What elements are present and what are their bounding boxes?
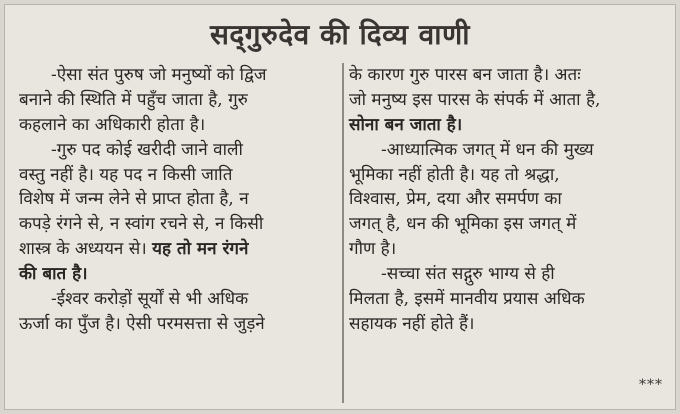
paragraph-line: -सच्चा संत सद्गुरु भाग्य से ही [381, 264, 555, 285]
paragraph-line: कपड़े रंगने से, न स्वांग रचने से, न किसी [19, 214, 264, 235]
page-clipping [4, 4, 676, 410]
paragraph-line: मिलता है, इसमें मानवीय प्रयास अधिक [349, 289, 585, 310]
end-ornament: *** [639, 377, 663, 393]
paragraph-line: -गुरु पद कोई खरीदी जाने वाली [51, 139, 243, 160]
paragraph-line: जो मनुष्य इस पारस के संपर्क में आता है, [349, 89, 601, 110]
paragraph-line: बनाने की स्थिति में पहुँच जाता है, गुरु [19, 89, 248, 110]
page-title: सद्‌गुरुदेव की दिव्य वाणी [210, 18, 470, 51]
paragraph-line: विशेष में जन्म लेने से प्राप्त होता है, न [19, 189, 249, 210]
paragraph-line: विश्वास, प्रेम, दया और समर्पण का [349, 189, 562, 210]
paragraph-line: वस्तु नहीं है। यह पद न किसी जाति [19, 164, 233, 185]
paragraph-line: -ईश्वर करोड़ों सूर्यों से भी अधिक [51, 289, 249, 310]
paragraph-line: गौण है। [349, 239, 397, 260]
paragraph-line: ऊर्जा का पुँज है। ऐसी परमसत्ता से जुड़ने [19, 313, 265, 334]
paragraph-line: -आध्यात्मिक जगत् में धन की मुख्य [381, 139, 594, 160]
paragraph-line [19, 237, 337, 262]
text-segment: शास्त्र के अध्ययन से। [19, 239, 153, 260]
emphasis-line: सोना बन जाता है। [349, 114, 463, 135]
column-divider [342, 63, 344, 403]
paragraph-line: के कारण गुरु पारस बन जाता है। अतः [349, 65, 581, 85]
title-area [5, 11, 675, 57]
paragraph-line: -ऐसा संत पुरुष जो मनुष्यों को द्विज [51, 65, 267, 85]
emphasis-text: यह तो मन रंगने [152, 239, 249, 260]
paragraph-line: जगत् है, धन की भूमिका इस जगत् में [349, 214, 577, 235]
left-column [19, 63, 337, 337]
right-column [349, 63, 671, 337]
paragraph-line: भूमिका नहीं होती है। यह तो श्रद्धा, [349, 164, 560, 185]
paragraph-line: कहलाने का अधिकारी होता है। [19, 114, 206, 135]
paragraph-line: सहायक नहीं होते हैं। [349, 313, 475, 334]
emphasis-line: की बात है। [19, 264, 88, 285]
